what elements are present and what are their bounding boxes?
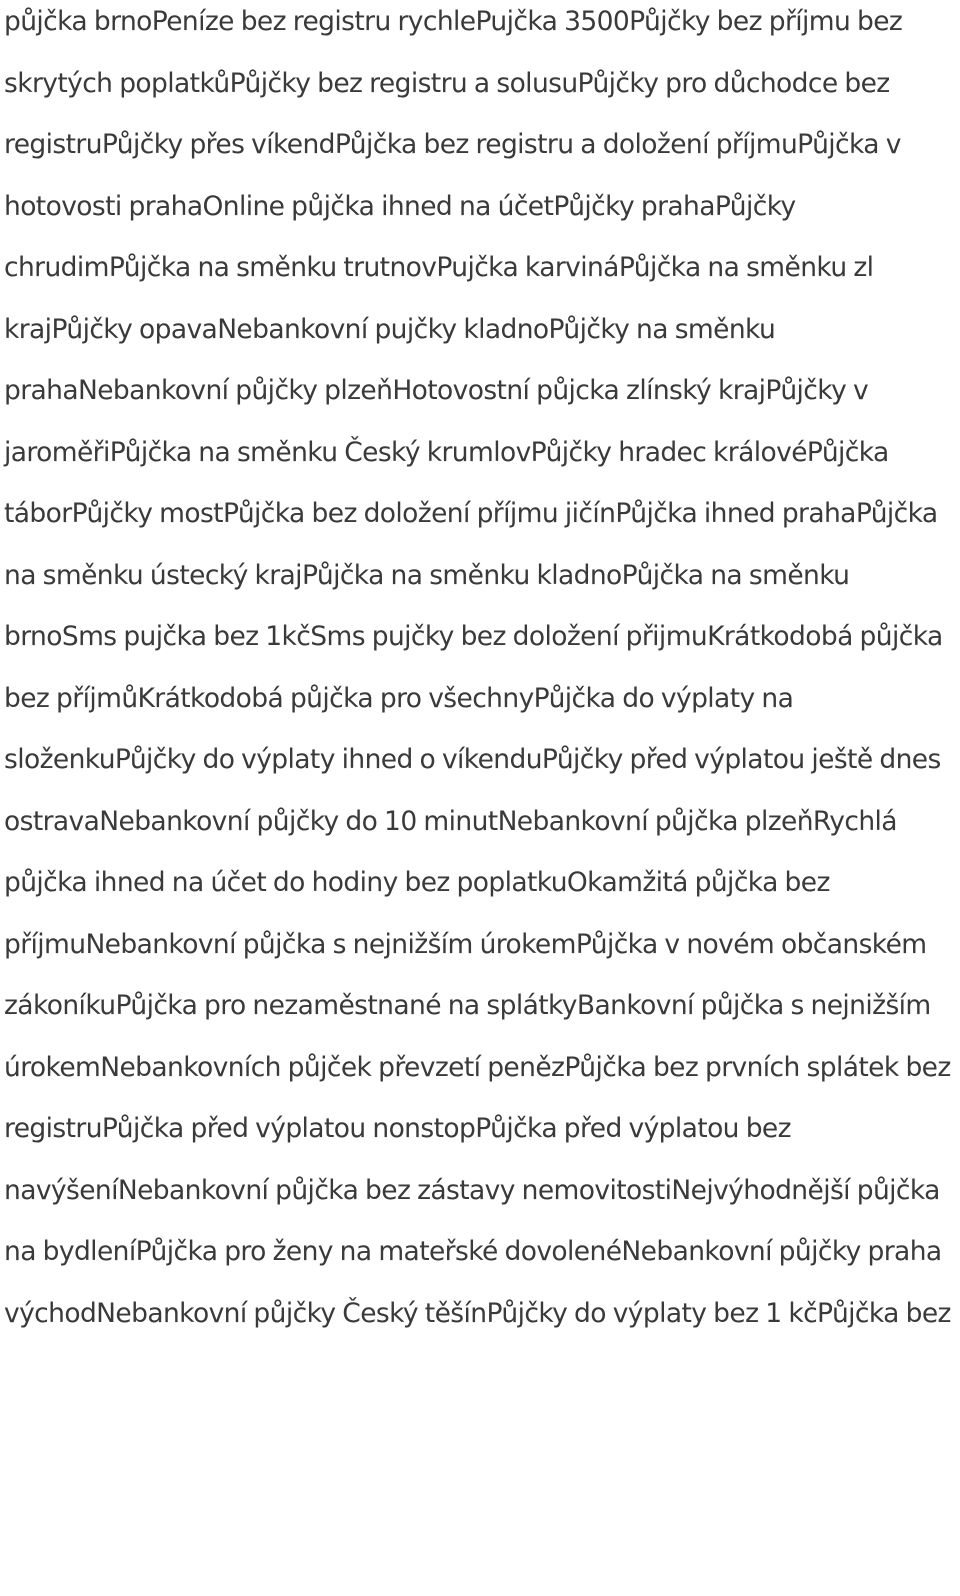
link-item[interactable]: Nebankovní půjčka bez zástavy nemovitosti: [117, 1174, 672, 1206]
link-item[interactable]: Půjčka na směnku zl kraj: [4, 252, 874, 345]
link-item[interactable]: Půjčky přes víkend: [101, 129, 335, 160]
link-item[interactable]: Půjčka bez prvních splátek bez registru: [4, 1051, 951, 1144]
link-item[interactable]: Sms pujčka bez 1kč: [61, 621, 311, 652]
link-item[interactable]: Krátkodobá půjčka pro všechny: [137, 682, 534, 714]
link-item[interactable]: Půjčka bez: [817, 1297, 951, 1329]
link-item[interactable]: Půjčka před výplatou bez navýšení: [4, 1113, 791, 1206]
link-item[interactable]: Půjčka na směnku kladno: [301, 559, 622, 591]
link-item[interactable]: Rychlá půjčka ihned na účet do hodiny bez poplatku: [4, 805, 897, 898]
link-item[interactable]: Půjčky v jaroměři: [4, 375, 869, 468]
link-item[interactable]: Půjčka pro nezaměstnané na splátky: [115, 990, 577, 1021]
link-item[interactable]: Nebankovní půjčka plzeň: [497, 805, 813, 837]
link-item[interactable]: Půjčka ihned praha: [615, 498, 856, 529]
link-item[interactable]: Krátkodobá půjčka bez příjmů: [4, 621, 943, 714]
link-item[interactable]: Půjčka na směnku Český krumlov: [109, 436, 531, 468]
link-item[interactable]: Půjčka na směnku brno: [4, 559, 850, 652]
link-item[interactable]: Nebankovní půjčky plzeň: [78, 375, 393, 406]
link-item[interactable]: Půjčka do výplaty na složenku: [4, 682, 794, 775]
link-item[interactable]: Půjčka v novém občanském zákoníku: [4, 928, 927, 1021]
link-item[interactable]: Půjčky bez registru a solusu: [229, 67, 578, 99]
link-item[interactable]: Půjčky chrudim: [4, 190, 796, 283]
link-item[interactable]: Půjčky praha: [553, 190, 715, 222]
link-item[interactable]: Hotovostní půjcka zlínský kraj: [392, 375, 766, 406]
link-item[interactable]: Pujčka karviná: [436, 252, 619, 283]
link-item[interactable]: Půjčka tábor: [4, 436, 889, 529]
link-item[interactable]: Pujčka 3500: [475, 6, 630, 37]
link-item[interactable]: Půjčka před výplatou nonstop: [101, 1113, 476, 1144]
link-item[interactable]: Půjčky na směnku praha: [4, 313, 776, 406]
link-item[interactable]: Nebankovní půjčky do 10 minut: [99, 805, 498, 837]
link-item[interactable]: Půjčka v hotovosti praha: [4, 129, 901, 222]
link-item[interactable]: Nebankovní půjčky Český těšín: [96, 1297, 487, 1329]
link-item[interactable]: Nebankovních půjček převzetí peněz: [100, 1051, 565, 1083]
link-item[interactable]: Peníze bez registru rychle: [151, 6, 476, 37]
link-item[interactable]: Půjčky bez příjmu bez skrytých poplatků: [4, 6, 903, 99]
link-item[interactable]: Půjčky opava: [51, 313, 218, 345]
link-item[interactable]: Půjčky most: [71, 498, 223, 529]
link-item[interactable]: Půjčky před výplatou ještě dnes ostrava: [4, 744, 941, 837]
link-item[interactable]: půjčka brno: [4, 6, 152, 37]
link-item[interactable]: Online půjčka ihned na účet: [202, 190, 554, 222]
link-item[interactable]: Bankovní půjčka s nejnižším úrokem: [4, 990, 931, 1083]
link-item[interactable]: Nebankovní půjčky praha východ: [4, 1236, 942, 1329]
link-item[interactable]: Okamžitá půjčka bez příjmu: [4, 867, 830, 960]
link-item[interactable]: Půjčka pro ženy na mateřské dovolené: [135, 1236, 622, 1267]
link-item[interactable]: Půjčka na směnku trutnov: [108, 252, 437, 283]
link-item[interactable]: Půjčky do výplaty ihned o víkendu: [114, 744, 542, 775]
link-item[interactable]: Nebankovní půjčka s nejnižším úrokem: [85, 928, 576, 960]
link-item[interactable]: Nebankovní pujčky kladno: [217, 313, 549, 345]
link-item[interactable]: Půjčky hradec králové: [530, 436, 807, 468]
link-item[interactable]: Sms pujčky bez doložení přijmu: [310, 621, 708, 652]
link-item[interactable]: Půjčky do výplaty bez 1 kč: [486, 1297, 818, 1329]
link-item[interactable]: Půjčky pro důchodce bez registru: [4, 67, 890, 160]
link-item[interactable]: Půjčka bez registru a doložení příjmu: [334, 129, 798, 160]
link-item[interactable]: Půjčka bez doložení příjmu jičín: [222, 498, 616, 529]
link-item[interactable]: Nejvýhodnější půjčka na bydlení: [4, 1174, 940, 1267]
link-item[interactable]: Půjčka na směnku ústecký kraj: [4, 498, 938, 591]
